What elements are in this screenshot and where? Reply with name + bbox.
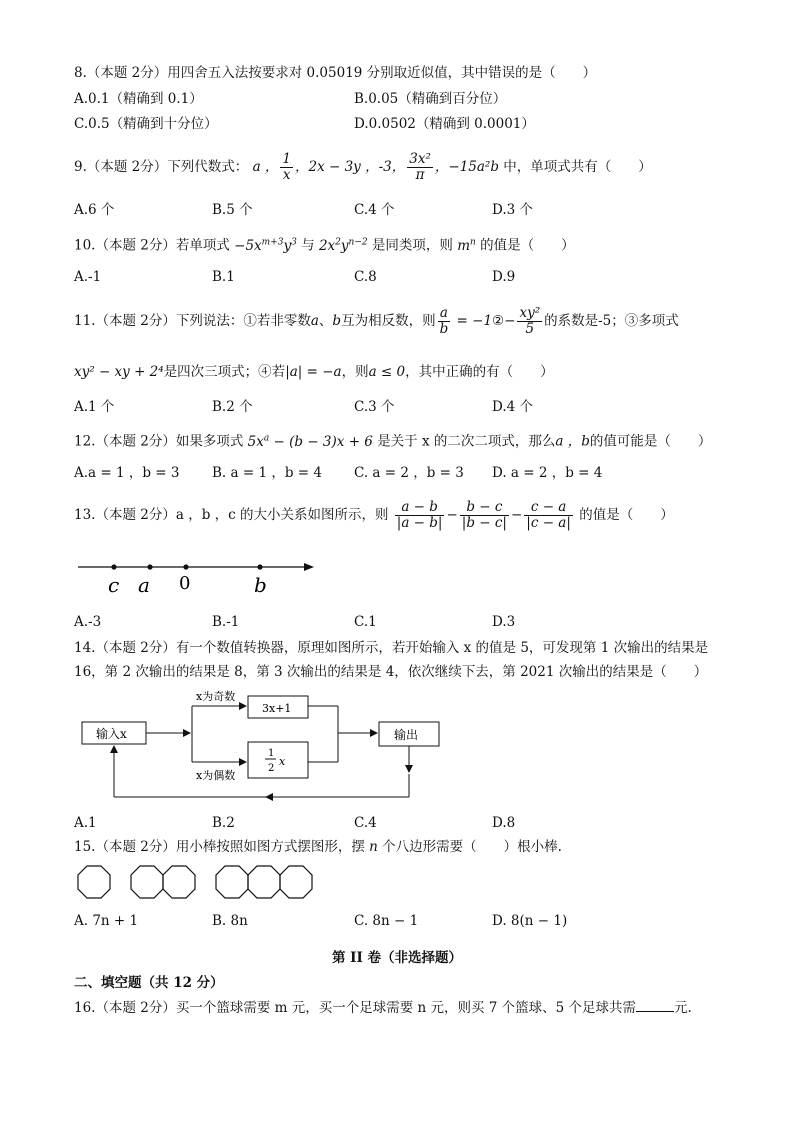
q14-line2: 16，第 2 次输出的结果是 8，第 3 次输出的结果是 4，依次继续下去，第 2021 次输出的结果是（ ） xyxy=(74,664,708,680)
q16-answer-blank[interactable] xyxy=(636,997,674,1012)
label-a: a xyxy=(138,573,150,597)
even-rule-var: x xyxy=(279,755,286,768)
q14-option-d: D.8 xyxy=(492,815,516,831)
q11-sep: 、 xyxy=(318,313,333,329)
q15-option-d: D. 8(n − 1) xyxy=(492,913,568,929)
odd-rule: 3x+1 xyxy=(262,702,292,715)
q11-monomial: − $\frac{\text{xy²}}{5}$ xyxy=(504,305,541,337)
q8-option-d: D.0.0502（精确到 0.0001） xyxy=(354,116,535,132)
q14-option-b: B.2 xyxy=(212,815,235,831)
q13-option-d: D.3 xyxy=(492,614,516,630)
point-c xyxy=(111,564,116,569)
q14-option-a: A.1 xyxy=(74,815,97,831)
octagon-pattern-figure xyxy=(74,860,324,900)
octagon-2-1 xyxy=(131,866,163,898)
q13-expression: $\frac{a - b}{|a - b|}$ − $\frac{b - c}{|b - c|}$ − $\frac{c - a}{|c - a|}$ xyxy=(396,499,571,531)
q10-option-d: D.9 xyxy=(492,269,516,285)
svg-text:1: 1 xyxy=(268,748,275,759)
q9-expressions: a ， $\frac{1}{x}$ ，2x − 3y ，-3， $\frac{\text{3x²}}{\pi}$ ，−15a²b xyxy=(252,151,499,183)
q15-option-c: C. 8n − 1 xyxy=(354,913,419,929)
octagon-3-3 xyxy=(280,866,312,898)
q16-end: 元. xyxy=(674,1000,692,1016)
q11-p5: 的系数是-5；③多项式 xyxy=(544,313,679,329)
number-converter-flowchart xyxy=(74,686,454,804)
q15-option-a: A. 7n + 1 xyxy=(74,913,139,929)
q11-line2a: 是四次三项式；④若 xyxy=(163,364,286,380)
q10-stem xyxy=(74,233,575,255)
q11-line2b: ，则 xyxy=(341,364,369,380)
q15-option-b: B. 8n xyxy=(212,913,248,929)
q12-end: 的值可能是（ ） xyxy=(589,433,712,450)
q15-stem: 15.（本题 2分）用小棒按照如图方式摆图形，摆 n 个八边形需要（ ）根小棒. xyxy=(74,839,562,855)
q12-stem: 12.（本题 2分）如果多项式 $5x^a - (b - 3)x + 6$ 是关于 x 的二次二项式，那么a ，b的值可能是（ ） xyxy=(74,433,712,450)
q10-option-a: A.-1 xyxy=(74,269,102,285)
q11-option-d: D.4 个 xyxy=(492,399,534,415)
q11-polynomial: xy² − xy + 2⁴ xyxy=(74,364,164,380)
octagon-3-1 xyxy=(216,866,248,898)
label-zero: 0 xyxy=(179,573,191,594)
q11-prefix: 11.（本题 2分）下列说法：①若非零数 xyxy=(74,313,311,329)
q11-option-b: B.2 个 xyxy=(212,399,253,415)
q9-option-b: B.5 个 xyxy=(212,202,253,218)
q9-option-a: A.6 个 xyxy=(74,202,115,218)
q11-ineq: a ≤ 0 xyxy=(368,364,406,380)
q8-option-b: B.0.05（精确到百分位） xyxy=(354,91,507,107)
q9-suffix: 中，单项式共有（ ） xyxy=(503,159,652,175)
q8-stem: 8.（本题 2分）用四舍五入法按要求对 0.05019 分别取近似值，其中错误的是（ ） xyxy=(74,65,597,81)
q11-p4: ② xyxy=(492,313,505,329)
number-line-diagram xyxy=(74,552,324,600)
section-heading: 二、填空题（共 12 分） xyxy=(74,975,224,991)
q11-line2c: ，其中正确的有（ ） xyxy=(405,364,554,380)
q10-monomial-2: $2x^2y^{n-2}$ xyxy=(318,237,368,254)
q16-stem xyxy=(74,997,692,1017)
q13-stem xyxy=(74,496,674,534)
q10-monomial-1: $-5x^{m+3}y^3$ xyxy=(234,237,297,254)
q10-power: $m^n$ xyxy=(457,237,476,254)
odd-label: x为奇数 xyxy=(196,690,236,703)
q10-prefix: 10.（本题 2分）若单项式 xyxy=(74,237,230,254)
q10-suffix: 是同类项，则 xyxy=(371,237,453,254)
octagon-1-1 xyxy=(78,866,110,898)
volume-title: 第 II 卷（非选择题） xyxy=(331,950,463,966)
q12-option-d: D. a = 2 ，b = 4 xyxy=(492,465,603,481)
q12-option-a: A.a = 1 ，b = 3 xyxy=(74,465,180,481)
q13-suffix: 的值是（ ） xyxy=(579,507,674,523)
point-a xyxy=(147,564,152,569)
q11-option-a: A.1 个 xyxy=(74,399,115,415)
output-label: 输出 xyxy=(394,728,419,742)
q14-line1: 14.（本题 2分）有一个数值转换器，原理如图所示，若开始输入 x 的值是 5，可发现第 1 次输出的结果是 xyxy=(74,640,709,656)
point-zero xyxy=(183,564,188,569)
label-c: c xyxy=(108,573,120,597)
q12-suffix: 是关于 x 的二次二项式，那么 xyxy=(377,433,556,450)
label-b: b xyxy=(254,573,267,597)
even-label: x为偶数 xyxy=(196,769,236,782)
q13-option-a: A.-3 xyxy=(74,614,102,630)
q9-option-d: D.3 个 xyxy=(492,202,534,218)
q11-option-c: C.3 个 xyxy=(354,399,395,415)
q12-option-b: B. a = 1 ，b = 4 xyxy=(212,465,322,481)
q9-option-c: C.4 个 xyxy=(354,202,395,218)
even-rule-box xyxy=(248,742,308,778)
q15-suffix: 个八边形需要（ ）根小棒. xyxy=(382,839,562,855)
q13-prefix: 13.（本题 2分）a ，b ，c 的大小关系如图所示，则 xyxy=(74,507,389,523)
q13-option-b: B.-1 xyxy=(212,614,240,630)
q11-abs: |a| = −a xyxy=(285,364,342,380)
q12-option-c: C. a = 2 ，b = 3 xyxy=(354,465,464,481)
octagon-2-2 xyxy=(163,866,195,898)
q8-option-c: C.0.5（精确到十分位） xyxy=(74,116,218,132)
point-b xyxy=(257,564,262,569)
q13-option-c: C.1 xyxy=(354,614,377,630)
q8-option-a: A.0.1（精确到 0.1） xyxy=(74,91,203,107)
q12-prefix: 12.（本题 2分）如果多项式 xyxy=(74,433,244,450)
q16-text: 16.（本题 2分）买一个篮球需要 m 元，买一个足球需要 n 元，则买 7 个篮球、5 个足球共需 xyxy=(74,1000,637,1016)
q10-option-b: B.1 xyxy=(212,269,235,285)
q11-p3: 互为相反数，则 xyxy=(341,313,436,329)
q10-option-c: C.8 xyxy=(354,269,377,285)
q9-prefix: 9.（本题 2分）下列代数式： xyxy=(74,159,249,175)
q15-prefix: 15.（本题 2分）用小棒按照如图方式摆图形，摆 xyxy=(74,839,365,855)
q10-end: 的值是（ ） xyxy=(480,237,575,254)
q10-mid: 与 xyxy=(301,237,315,254)
q12-polynomial: $5x^a - (b - 3)x + 6$ xyxy=(247,433,373,450)
q11-stem-line1: 11.（本题 2分）下列说法：①若非零数a、b互为相反数，则 $\frac{a}{b}$ = −1②− $\frac{\text{xy²}}{5}$ 的系数是-5；③多项式 xyxy=(74,305,679,337)
q11-stem-line2 xyxy=(74,363,554,381)
q14-option-c: C.4 xyxy=(354,815,377,831)
q11-fraction: $\frac{a}{b}$ = −1 xyxy=(439,305,493,337)
svg-text:2: 2 xyxy=(268,763,275,774)
octagon-3-2 xyxy=(248,866,280,898)
q9-stem xyxy=(74,150,652,184)
input-label: 输入x xyxy=(96,727,127,741)
